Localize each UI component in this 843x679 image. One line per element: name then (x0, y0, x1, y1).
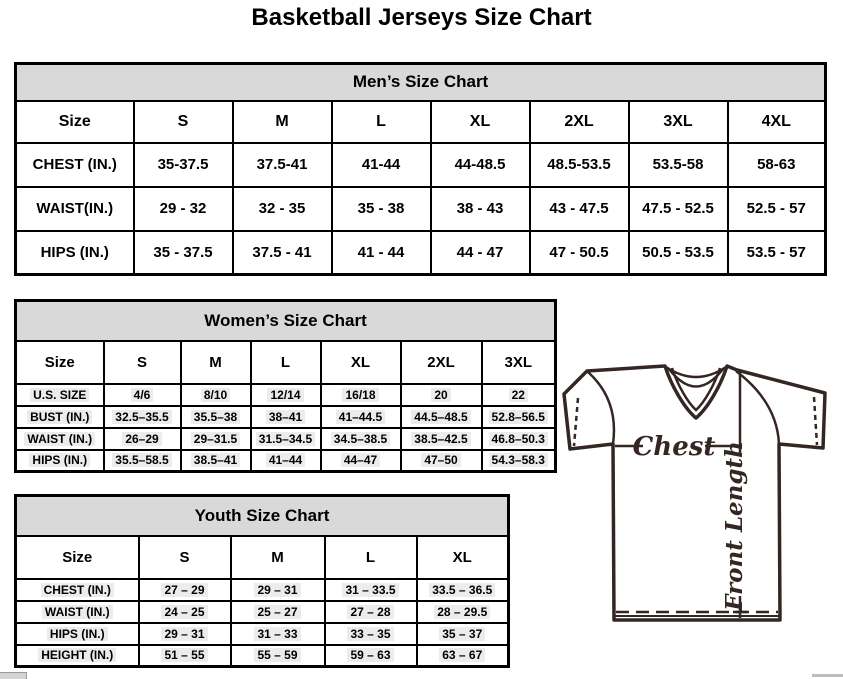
size-value: 33.5 – 36.5 (417, 579, 509, 601)
size-value: 8/10 (181, 384, 251, 406)
size-value: 41–44.5 (321, 406, 401, 428)
size-value: 29 – 31 (231, 579, 325, 601)
size-value: 27 – 29 (139, 579, 231, 601)
size-value: 37.5 - 41 (233, 231, 332, 275)
size-value: 46.8–50.3 (482, 428, 556, 450)
youth-col-header: S (139, 536, 231, 579)
size-value: 4/6 (104, 384, 181, 406)
size-value: 32.5–35.5 (104, 406, 181, 428)
right-armhole-seam (736, 371, 779, 444)
womens-col-header: Size (16, 341, 104, 384)
womens-col-header: L (251, 341, 321, 384)
row-label: WAIST(IN.) (16, 187, 134, 231)
size-value: 52.5 - 57 (728, 187, 826, 231)
size-value: 44–47 (321, 450, 401, 472)
youth-table-title: Youth Size Chart (16, 496, 509, 536)
size-value: 28 – 29.5 (417, 601, 509, 623)
row-label: CHEST (IN.) (16, 579, 139, 601)
youth-col-header: M (231, 536, 325, 579)
size-value: 44 - 47 (431, 231, 530, 275)
size-value: 35.5–38 (181, 406, 251, 428)
womens-us-size-row (16, 384, 556, 406)
mens-chest-row (16, 143, 826, 187)
horizontal-scrollbar-fragment-left[interactable] (0, 672, 27, 679)
youth-col-header: XL (417, 536, 509, 579)
size-value: 41–44 (251, 450, 321, 472)
womens-bust-row (16, 406, 556, 428)
womens-col-header: 2XL (401, 341, 482, 384)
size-value: 47–50 (401, 450, 482, 472)
size-value: 38–41 (251, 406, 321, 428)
size-value: 35-37.5 (134, 143, 233, 187)
mens-col-header: M (233, 101, 332, 143)
mens-size-table (14, 62, 827, 276)
size-value: 25 – 27 (231, 601, 325, 623)
size-value: 24 – 25 (139, 601, 231, 623)
size-value: 47 - 50.5 (530, 231, 629, 275)
womens-header-row (16, 341, 556, 384)
size-value: 32 - 35 (233, 187, 332, 231)
youth-col-header: Size (16, 536, 139, 579)
womens-col-header: 3XL (482, 341, 556, 384)
size-value: 38 - 43 (431, 187, 530, 231)
jersey-outline-shape (564, 366, 825, 620)
row-label: U.S. SIZE (16, 384, 104, 406)
size-value: 20 (401, 384, 482, 406)
womens-hips-row (16, 450, 556, 472)
size-value: 31 – 33 (231, 623, 325, 645)
size-value: 22 (482, 384, 556, 406)
size-value: 29 – 31 (139, 623, 231, 645)
size-value: 54.3–58.3 (482, 450, 556, 472)
youth-height-row (16, 645, 509, 667)
size-value: 55 – 59 (231, 645, 325, 667)
size-value: 29–31.5 (181, 428, 251, 450)
left-cuff-dashed-line (574, 398, 578, 446)
row-label: CHEST (IN.) (16, 143, 134, 187)
row-label: BUST (IN.) (16, 406, 104, 428)
row-label: WAIST (IN.) (16, 428, 104, 450)
size-value: 41-44 (332, 143, 431, 187)
size-value: 16/18 (321, 384, 401, 406)
mens-col-header: L (332, 101, 431, 143)
mens-col-header: S (134, 101, 233, 143)
jersey-measurement-diagram (556, 360, 832, 628)
mens-col-header: 4XL (728, 101, 826, 143)
size-value: 53.5-58 (629, 143, 728, 187)
right-cuff-dashed-line (814, 397, 817, 445)
row-label: HEIGHT (IN.) (16, 645, 139, 667)
row-label: HIPS (IN.) (16, 450, 104, 472)
size-value: 38.5–42.5 (401, 428, 482, 450)
womens-table-title: Women’s Size Chart (16, 301, 556, 341)
mens-col-header: Size (16, 101, 134, 143)
mens-header-row (16, 101, 826, 143)
mens-table-title: Men’s Size Chart (16, 64, 826, 101)
size-value: 50.5 - 53.5 (629, 231, 728, 275)
youth-size-table (14, 494, 510, 668)
size-value: 63 – 67 (417, 645, 509, 667)
size-value: 31.5–34.5 (251, 428, 321, 450)
size-value: 47.5 - 52.5 (629, 187, 728, 231)
size-value: 58-63 (728, 143, 826, 187)
page-title: Basketball Jerseys Size Chart (251, 4, 592, 31)
size-value: 12/14 (251, 384, 321, 406)
size-value: 34.5–38.5 (321, 428, 401, 450)
mens-hips-row (16, 231, 826, 275)
size-value: 43 - 47.5 (530, 187, 629, 231)
size-value: 35.5–58.5 (104, 450, 181, 472)
size-value: 35 - 37.5 (134, 231, 233, 275)
youth-col-header: L (325, 536, 417, 579)
size-value: 38.5–41 (181, 450, 251, 472)
size-value: 48.5-53.5 (530, 143, 629, 187)
youth-header-row (16, 536, 509, 579)
womens-waist-row (16, 428, 556, 450)
row-label: HIPS (IN.) (16, 231, 134, 275)
size-value: 33 – 35 (325, 623, 417, 645)
size-value: 44.5–48.5 (401, 406, 482, 428)
size-value: 53.5 - 57 (728, 231, 826, 275)
row-label: WAIST (IN.) (16, 601, 139, 623)
size-value: 27 – 28 (325, 601, 417, 623)
chest-label: Chest (632, 432, 716, 462)
row-label: HIPS (IN.) (16, 623, 139, 645)
size-value: 51 – 55 (139, 645, 231, 667)
mens-col-header: XL (431, 101, 530, 143)
size-value: 35 - 38 (332, 187, 431, 231)
size-value: 31 – 33.5 (325, 579, 417, 601)
size-value: 52.8–56.5 (482, 406, 556, 428)
size-value: 37.5-41 (233, 143, 332, 187)
womens-col-header: XL (321, 341, 401, 384)
front-length-label: Front Length (721, 441, 748, 611)
size-value: 41 - 44 (332, 231, 431, 275)
womens-size-table (14, 299, 557, 473)
size-value: 59 – 63 (325, 645, 417, 667)
horizontal-scrollbar-fragment-right[interactable] (812, 674, 843, 677)
youth-chest-row (16, 579, 509, 601)
size-value: 29 - 32 (134, 187, 233, 231)
size-value: 35 – 37 (417, 623, 509, 645)
womens-col-header: S (104, 341, 181, 384)
mens-col-header: 2XL (530, 101, 629, 143)
left-armhole-seam (588, 372, 614, 444)
mens-waist-row (16, 187, 826, 231)
womens-col-header: M (181, 341, 251, 384)
youth-waist-row (16, 601, 509, 623)
mens-col-header: 3XL (629, 101, 728, 143)
size-value: 26–29 (104, 428, 181, 450)
youth-hips-row (16, 623, 509, 645)
size-value: 44-48.5 (431, 143, 530, 187)
